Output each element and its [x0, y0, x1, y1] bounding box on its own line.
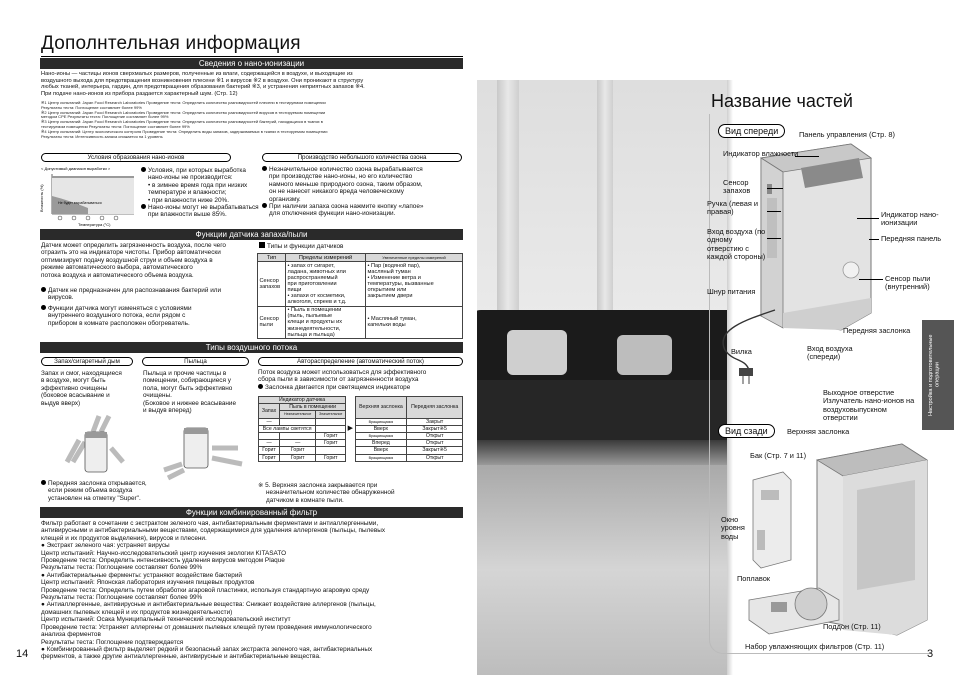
- photo-sofa-seat: [477, 380, 727, 440]
- auto-line: Заслонка двигается при светящемся индикаторе: [265, 383, 411, 391]
- bullet-icon: [258, 384, 263, 389]
- filter-line: анализа ферментов: [41, 631, 101, 639]
- cell-line: открытием или: [367, 286, 407, 293]
- footnote-line: тестируемом помещении Результаты теста: Поглощение составляет более 99%: [41, 123, 190, 129]
- cell-line: пищи: [287, 286, 302, 293]
- sensor-line: отразить это на индикаторе чистоты. Прибор автоматически: [41, 249, 221, 257]
- cell: [316, 425, 346, 432]
- nano-conditions-list: [141, 167, 266, 227]
- leader-line: [767, 238, 781, 239]
- label-air-intake-side: Вход воздуха (по одному отверстию с каждой стороны): [707, 227, 766, 262]
- cell-line: клещи и продукты их: [287, 319, 343, 326]
- front-louver-note: [41, 480, 191, 504]
- cond-line: температуре и влажности;: [148, 189, 227, 197]
- bullet-icon: [262, 166, 267, 171]
- pollen-line: очищены.: [143, 392, 172, 400]
- cell: [316, 447, 346, 454]
- sensor-table: [257, 253, 463, 339]
- cell-line: капельки воды: [367, 322, 406, 329]
- nano-range-graph: [38, 164, 138, 228]
- footnote-line: ※1 Центр испытаний: Japan Food Research Laboratories Проведение теста: Определить количество разновидностей плесени в тестируемом помещении: [41, 101, 326, 105]
- cell: Все лампы светятся: [259, 425, 316, 432]
- pollen-airflow-illustration: [160, 414, 250, 484]
- filter-line: Фильтр работает в сочетании с экстрактом зеленого чая, антибактериальным ферментами и антиаллергенными,: [41, 520, 379, 527]
- footnote-line: методом CPE Результаты теста: Поглощение составляет более 99%: [41, 114, 169, 120]
- col-front: Передняя заслонка: [407, 397, 463, 419]
- footnote-line: Результаты теста: Поглощение составляет более 99%: [41, 104, 142, 110]
- cell: Горит: [259, 454, 280, 461]
- filter-line: ферментов, а также другие антиаллергенные, антивирусные и антибактериальные вещества.: [41, 653, 321, 661]
- smoke-line: (боковое всасывание и: [41, 392, 110, 400]
- leader-line: [869, 239, 879, 240]
- ozone-line: намного меньше природного озона, таким образом,: [269, 180, 423, 188]
- table-title-text: Типы и функции датчиков: [267, 243, 344, 250]
- spacer: [346, 454, 355, 461]
- nano-footnotes: [41, 101, 466, 141]
- label-nano-indicator: Индикатор нано-ионизации: [881, 210, 939, 228]
- label-outlet: Выходное отверстие Излучатель нано-ионов на воздуховыпускном отверстии: [823, 388, 915, 423]
- cell-line: (пыль, пыльевые: [287, 313, 333, 320]
- cell-line: жизнедеятельности,: [287, 325, 341, 332]
- cell-line: • запах от сигарет,: [287, 262, 335, 269]
- nano-intro: [41, 71, 466, 101]
- smoke-text: [41, 370, 139, 410]
- label-front-panel: Передняя панель: [881, 234, 942, 243]
- label-control-panel: Панель управления (Стр. 8): [799, 130, 895, 139]
- sensor-section-header: Функции датчика запаха/пыли: [40, 229, 463, 240]
- label-power-cord: Шнур питания: [707, 287, 756, 296]
- footnote-line: ※2 Центр испытаний: Japan Food Research Laboratories Проведение теста: Определить количество разновидностей вирусов в тестируемом помещении: [41, 109, 326, 115]
- nano-intro-line: любых тканей, интерьера, гардин, для предотвращения образования бактерий ※3, и устранения неприятных запахов ※4.: [41, 84, 365, 91]
- photo-pillow: [507, 330, 567, 375]
- table-row: [259, 447, 463, 454]
- cell-type: Сенсор запахов: [258, 262, 286, 307]
- filter-line: Проведение теста: Определить интенсивность удаления вирусов методом Plaque: [41, 557, 285, 565]
- cell-line: при приготовлении: [287, 280, 337, 287]
- graph-note: < Допустимый диапазон выработки >: [41, 166, 111, 171]
- autoflow-footnote: [258, 482, 463, 504]
- nano-intro-line: воздушного выхода для предотвращения возникновения плесени ※1 и вирусов ※2 в воздухе. Они проникают в структуру: [41, 77, 364, 84]
- sensor-line: потока воздуха и автоматического объема воздуха.: [41, 271, 194, 279]
- cond-line: • в зимнее время года при низких: [148, 181, 248, 189]
- sensor-line: оптимизирует подачу воздушной струи и объем воздуха в: [41, 256, 213, 264]
- sensor-table-title: [259, 242, 459, 251]
- pollen-text: [143, 370, 255, 418]
- pollen-line: Пыльца и прочие частицы в: [143, 370, 227, 377]
- cell-hard: [366, 306, 463, 338]
- cell: Вращающаяся: [355, 418, 407, 425]
- table-row: [259, 433, 463, 440]
- living-room-photo: [477, 80, 727, 675]
- footnote-line: датчиком в комнате пыли.: [266, 496, 344, 504]
- spacer: [346, 433, 355, 440]
- cell: Вперед: [355, 440, 407, 447]
- cell: Горит: [259, 447, 280, 454]
- cell: Открыт: [407, 454, 463, 461]
- leader-line: [859, 279, 883, 280]
- cell: Горит: [280, 447, 316, 454]
- bullet-icon: [141, 204, 146, 209]
- page-title: Дополнтельная информация: [41, 33, 301, 54]
- airflow-section-header: Типы воздушного потока: [40, 342, 463, 353]
- cell-line: распространяемый: [287, 274, 338, 281]
- cond-line: при влажности выше 85%.: [148, 211, 227, 219]
- cell: Закрыт※5: [407, 447, 463, 454]
- leader-line: [857, 218, 879, 219]
- cell-line: • запахи от косметики,: [287, 293, 346, 300]
- back-view-label: Вид сзади: [718, 424, 775, 438]
- ozone-line: он не нанесет никакого вреда человеческому: [269, 188, 404, 196]
- cell: Закрыт※5: [407, 425, 463, 432]
- col-sub2: Значительное: [316, 411, 346, 418]
- square-bullet-icon: [259, 242, 265, 248]
- cell: [280, 418, 316, 425]
- ozone-line: организму.: [269, 195, 301, 203]
- table-row: [259, 418, 463, 425]
- auto-title: Автораспределение (автоматический поток): [258, 357, 463, 366]
- photo-shadow: [477, 440, 727, 465]
- pollen-title: Пыльца: [142, 357, 249, 366]
- bullet-icon: [41, 480, 46, 485]
- title-divider: [41, 56, 463, 57]
- filter-line: Проведение теста: Определить путем обработки агаровой пластинки, используя стандартную агаровую среду: [41, 586, 370, 594]
- sensor-bullet-2: [41, 305, 253, 329]
- cell: Горит: [280, 454, 316, 461]
- filter-line: ● Антибактериальные ферменты: устраняют воздействие бактерий: [41, 571, 242, 579]
- filter-text: [41, 520, 466, 665]
- section-side-tab: Настройка и подготовительные операции: [922, 320, 954, 430]
- pollen-line: помещении, собирающиеся у: [143, 377, 231, 385]
- filter-section-header: Функции комбинированный фильтр: [40, 507, 463, 518]
- label-plug: Вилка: [731, 347, 752, 356]
- leader-line: [767, 188, 783, 189]
- cell-hard: [366, 262, 463, 307]
- label-humidity-indicator: Индикатор влажности: [723, 149, 799, 158]
- cell: [259, 433, 280, 440]
- cell-line: алкоголя, спреев и т.д.: [287, 299, 347, 306]
- cell-line: ладана, животных или: [287, 268, 346, 275]
- cell-line: пыльца и пыльца): [287, 331, 335, 338]
- cell: Открыт: [407, 433, 463, 440]
- cell: —: [259, 440, 280, 447]
- note-line: если режим объема воздуха: [48, 487, 133, 495]
- parts-title: Название частей: [711, 91, 853, 111]
- front-view-label: Вид спереди: [718, 124, 785, 138]
- note-line: Передняя заслонка открывается,: [48, 480, 147, 487]
- cell-line: • Масляный туман,: [367, 316, 417, 323]
- bullet-icon: [262, 203, 267, 208]
- cell-line: температуры, вызванные: [367, 280, 434, 287]
- filter-line: домашних пылевых клещей и их продуктов жизнедеятельности): [41, 608, 233, 616]
- cell: Горит: [316, 433, 346, 440]
- ozone-line: при производстве нано-ионы, но его количество: [269, 173, 413, 181]
- cell: —: [259, 418, 280, 425]
- smoke-airflow-illustration: [55, 410, 135, 482]
- ozone-line: для отключения функции нано-ионизации.: [269, 210, 396, 218]
- sensor-text: [41, 242, 253, 284]
- spacer: [346, 447, 355, 454]
- smoke-line: выдув вверх): [41, 399, 81, 407]
- cell: Открыт: [407, 440, 463, 447]
- col-hard: Увеличенные пределы измерений: [366, 254, 463, 262]
- cell: Горит: [316, 454, 346, 461]
- label-front-louver: Передняя заслонка: [843, 326, 911, 335]
- footnote-line: незначительном количестве обнаруженной: [266, 489, 395, 497]
- cell: —: [280, 440, 316, 447]
- label-handle: Ручка (левая и правая): [707, 199, 759, 217]
- col-indicator: Индикатор датчика: [259, 397, 346, 404]
- cell: [280, 433, 316, 440]
- cell-line: • Изменение ветра и: [367, 274, 421, 281]
- nano-conditions-title: Условия образования нано-ионов: [41, 153, 231, 162]
- pollen-line: пола, могут быть эффективно: [143, 384, 233, 392]
- cell-type: Сенсор пыли: [258, 306, 286, 338]
- ozone-line: Незначительное количество озона вырабатывается: [269, 166, 423, 173]
- note-line: установлен на отметку "Super".: [48, 494, 141, 502]
- leader-line: [795, 156, 819, 157]
- bullet-line: Функции датчика могут изменяться с условиями: [48, 305, 192, 312]
- cell: [316, 418, 346, 425]
- cell: Закрыт: [407, 418, 463, 425]
- cell: Вверх: [355, 447, 407, 454]
- bullet-line: вирусов.: [48, 294, 74, 302]
- bullet-line: Датчик не предназначен для распознавания бактерий или: [48, 287, 222, 294]
- filter-line: Центр испытаний: Японская лаборатория изучения пищевых продуктов: [41, 579, 255, 587]
- cond-line: Нано-ионы могут не вырабатываться: [148, 204, 259, 212]
- bullet-icon: [41, 305, 46, 310]
- col-range: Пределы измерений: [286, 254, 366, 262]
- nano-intro-line: При подаче нано-ионов из прибора раздается характерный шум. (Стр. 12): [41, 90, 238, 97]
- filter-line: Результаты теста: Поглощение составляет более 99%: [41, 564, 203, 572]
- col-upper: Верхняя заслонка: [355, 397, 407, 419]
- cell-line: • Пыль в помещении: [287, 307, 342, 314]
- label-water-window: Окно уровня воды: [721, 515, 745, 541]
- smoke-line: в воздухе, могут быть: [41, 377, 106, 385]
- cell: Вращающаяся: [355, 454, 407, 461]
- cell-line: • Пар (водяной пар),: [367, 262, 421, 269]
- pollen-line: и выдув вперед): [143, 407, 192, 415]
- arrow-right-icon: ▶: [347, 424, 354, 432]
- leader-line: [767, 211, 781, 212]
- table-row: [259, 454, 463, 461]
- cell-line: масляный туман: [367, 268, 411, 275]
- spacer: [346, 397, 355, 419]
- col-sub1: Незначительное: [280, 411, 316, 418]
- filter-line: Проведение теста: Устраняет аллергены от домашних пылевых клещей путем проведения иммунологического: [41, 623, 372, 631]
- nano-section-header: Сведения о нано-ионизации: [40, 58, 463, 69]
- tray-illustration: [739, 580, 849, 650]
- spacer: [346, 440, 355, 447]
- auto-line: сбора пыли в зависимости от загрязненности воздуха: [258, 376, 419, 384]
- bullet-line: прибором в комнате расположен обогреватель.: [48, 319, 190, 327]
- photo-pillow: [617, 335, 672, 375]
- filter-line: Результаты теста: Поглощение подтверждается: [41, 638, 184, 646]
- graph-xlabel: Температура (°C): [78, 222, 111, 227]
- sensor-line: Датчик может определить загрязненность воздуха, после чего: [41, 242, 226, 249]
- right-page: [477, 0, 954, 675]
- cell: Горит: [316, 440, 346, 447]
- cell: Вращающаяся: [355, 433, 407, 440]
- footnote-line: ※3 Центр испытаний: Japan Food Research Laboratories Проведение теста: Определить количество разновидностей бактерий, находящихся в тканях в: [41, 119, 323, 125]
- cell-range: [286, 306, 366, 338]
- bullet-icon: [41, 287, 46, 292]
- filter-line: Центр испытаний: Научно-исследовательский центр изучения экологии KITASATO: [41, 549, 287, 557]
- cond-line: Условия, при которых выработка: [148, 167, 246, 174]
- power-cord-illustration: [705, 300, 795, 390]
- nano-intro-line: Нано-ионы — частицы ионов сверхмалых размеров, полученные из влаги, содержащейся в воздухе, и выходящие из: [41, 71, 353, 77]
- filter-line: антивирусными и антибактериальными веществами, содержащимися для удаления аллергенов (пыльцы, пылевых: [41, 527, 386, 535]
- sensor-bullet-1: [41, 287, 253, 303]
- col-odor: Запах: [259, 404, 280, 418]
- graph-ylabel: Влажность (%): [39, 184, 44, 212]
- graph-region: Не будет вырабатываться: [58, 201, 102, 205]
- filter-line: клещей и их продуктов выделения), вирусов и плесени.: [41, 534, 207, 542]
- table-row: [258, 262, 463, 307]
- filter-line: ● Комбинированный фильтр выделяет редкий и безопасный запах экстракта зеленого чая, антибактериальных: [41, 645, 373, 653]
- col-type: Тип: [258, 254, 286, 262]
- cell-line: закрытием двери: [367, 293, 413, 300]
- label-float: Поплавок: [737, 574, 771, 583]
- ozone-line: При наличии запаха озона нажмите кнопку «лапое»: [269, 203, 424, 211]
- filter-line: ● Антиаллергенные, антивирусные и антибактериальные вещества: Снижает воздействие аллергенов (пыльцы,: [41, 601, 376, 609]
- photo-floor: [477, 465, 727, 675]
- filter-line: Центр испытаний: Осака Муниципальный технический исследовательский институт: [41, 616, 291, 624]
- auto-text: [258, 369, 466, 395]
- ozone-title: Производство небольшого количества озона: [262, 153, 462, 162]
- cell: Вверх: [355, 425, 407, 432]
- pollen-line: (Боковое и нижнее всасывание: [143, 399, 237, 407]
- cond-line: нано-ионы не производится:: [148, 174, 233, 182]
- cell-range: [286, 262, 366, 307]
- col-dust: Пыль в помещении: [280, 404, 346, 411]
- label-odor-sensor: Сенсор запахов: [723, 178, 751, 196]
- filter-line: Результаты теста: Поглощение составляет более 99%: [41, 594, 203, 602]
- bullet-line: внутреннего воздушного потока, если рядом с: [48, 312, 186, 320]
- bullet-icon: [141, 167, 146, 172]
- footnote-line: Результаты теста: Интенсивность запаха снижается на 1 уровень: [41, 133, 163, 139]
- label-dust-sensor: Сенсор пыли (внутренний): [885, 274, 931, 292]
- page-number-right: 3: [927, 648, 934, 660]
- footnote-line: ※4 Центр испытаний: Центр экологического контроля Проведение теста: Определить виды запахов, задерживаемых в тканях в тестируемом помещении: [41, 128, 328, 134]
- label-tray: Поддон (Стр. 11): [823, 622, 881, 631]
- tank-illustration: [747, 470, 797, 570]
- autoflow-table: [258, 396, 463, 462]
- smoke-line: Запах и смог, находящиеся: [41, 370, 122, 377]
- page-number-left: 14: [16, 648, 29, 660]
- table-row: [259, 425, 463, 432]
- label-tank: Бак (Стр. 7 и 11): [750, 451, 807, 460]
- cond-line: • при влажности ниже 20%.: [148, 196, 229, 204]
- label-air-intake-front: Вход воздуха (спереди): [807, 344, 853, 362]
- table-row: [258, 306, 463, 338]
- auto-line: Поток воздуха может использоваться для эффективного: [258, 369, 427, 376]
- footnote-line: ※ 5. Верхняя заслонка закрывается при: [258, 482, 378, 489]
- sensor-line: режиме автоматического выбора, автоматического: [41, 264, 193, 272]
- label-upper-louver: Верхняя заслонка: [787, 427, 850, 436]
- smoke-line: эффективно очищены: [41, 384, 108, 392]
- filter-line: ● Экстракт зеленого чая: устраняет вирусы: [41, 542, 170, 550]
- ozone-list: [262, 166, 467, 226]
- label-humidifying-filters: Набор увлажняющих фильтров (Стр. 11): [745, 642, 885, 651]
- smoke-title: Запах/сигаретный дым: [41, 357, 133, 366]
- table-row: [259, 440, 463, 447]
